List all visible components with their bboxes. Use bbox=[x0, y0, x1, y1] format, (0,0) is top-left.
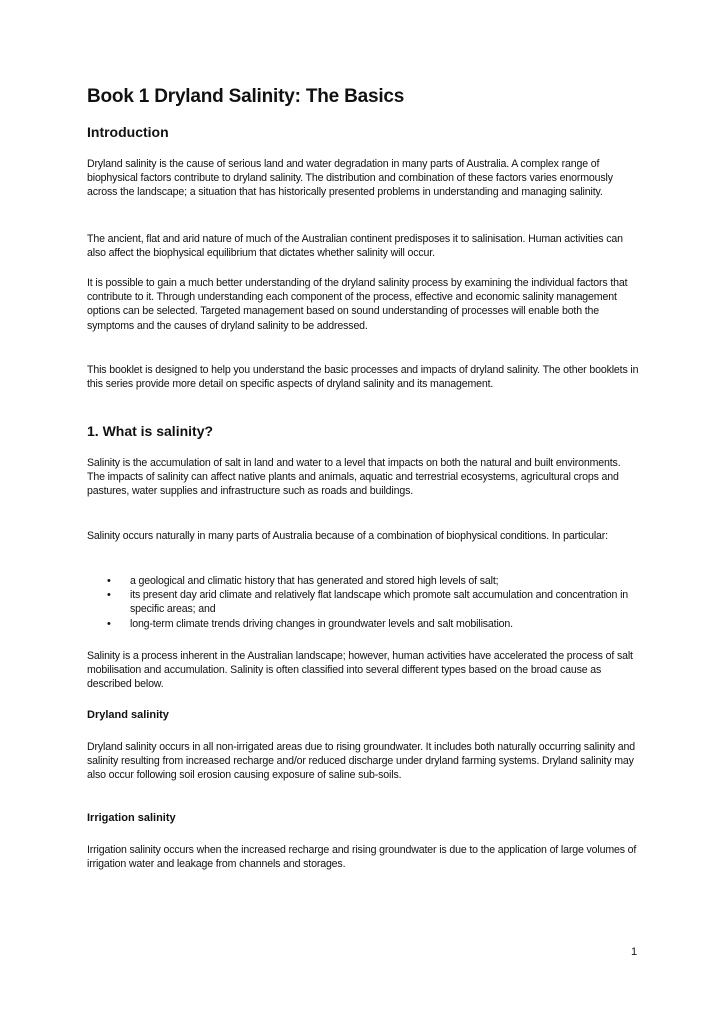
intro-paragraph-4: This booklet is designed to help you understand the basic processes and impacts of dryland salinity. The other booklets in this series provide more detail on specific aspects of dryland salinity and its management. bbox=[87, 364, 639, 391]
bullet-icon: • bbox=[107, 589, 111, 602]
salinity-paragraph-1: Salinity is the accumulation of salt in land and water to a level that impacts on both the natural and built environments. The impacts of salinity can affect native plants and animals, aquatic and terrestrial ecosystems, agricultural crops and pastures, water supplies and infrastructure such as roads and buildings. bbox=[87, 457, 621, 498]
dryland-salinity-heading: Dryland salinity bbox=[87, 709, 169, 721]
intro-paragraph-3: It is possible to gain a much better understanding of the dryland salinity process by examining the individual factors that contribute to it. Through understanding each component of the process, effective and economic salinity management options can be selected. Targeted management based on sound understanding of processes will enable both the symptoms and the causes of dryland salinity to be addressed. bbox=[87, 277, 628, 332]
list-item: • a geological and climatic history that has generated and stored high levels of salt; bbox=[107, 575, 499, 587]
irrigation-salinity-heading: Irrigation salinity bbox=[87, 812, 176, 824]
introduction-heading: Introduction bbox=[87, 124, 169, 140]
dryland-salinity-paragraph: Dryland salinity occurs in all non-irrigated areas due to rising groundwater. It includes both naturally occurring salinity and salinity resulting from increased recharge and/or reduced discharge under dryland farming systems. Dryland salinity may also occur following soil erosion causing exposure of saline sub-soils. bbox=[87, 741, 636, 782]
intro-paragraph-1: Dryland salinity is the cause of serious land and water degradation in many parts of Australia. A complex range of biophysical factors contribute to dryland salinity. The distribution and combination of these factors varies enormously across the landscape; a situation that has historically presented problems in understanding and managing salinity. bbox=[87, 158, 613, 199]
intro-paragraph-2: The ancient, flat and arid nature of much of the Australian continent predisposes it to salinisation. Human activities can also affect the biophysical equilibrium that dictates whether salinity will occur. bbox=[87, 233, 623, 260]
bullet-icon: • bbox=[107, 617, 111, 630]
section-1-heading: 1. What is salinity? bbox=[87, 423, 214, 439]
document-title: Book 1 Dryland Salinity: The Basics bbox=[87, 86, 405, 107]
list-item: • its present day arid climate and relatively flat landscape which promote salt accumulation and concentration in specific areas; and bbox=[107, 589, 629, 616]
page-number: 1 bbox=[631, 946, 638, 958]
bullet-icon: • bbox=[107, 575, 111, 587]
conditions-list bbox=[87, 574, 639, 631]
irrigation-salinity-paragraph: Irrigation salinity occurs when the increased recharge and rising groundwater is due to the application of large volumes of irrigation water and leakage from channels and storages. bbox=[87, 844, 637, 871]
salinity-paragraph-3: Salinity is a process inherent in the Australian landscape; however, human activities have accelerated the process of salt mobilisation and accumulation. Salinity is often classified into several different types based on the broad cause as described below. bbox=[87, 650, 633, 691]
list-item: • long-term climate trends driving changes in groundwater levels and salt mobilisation. bbox=[107, 617, 513, 630]
salinity-paragraph-2: Salinity occurs naturally in many parts of Australia because of a combination of biophysical conditions. In particular: bbox=[87, 530, 608, 542]
